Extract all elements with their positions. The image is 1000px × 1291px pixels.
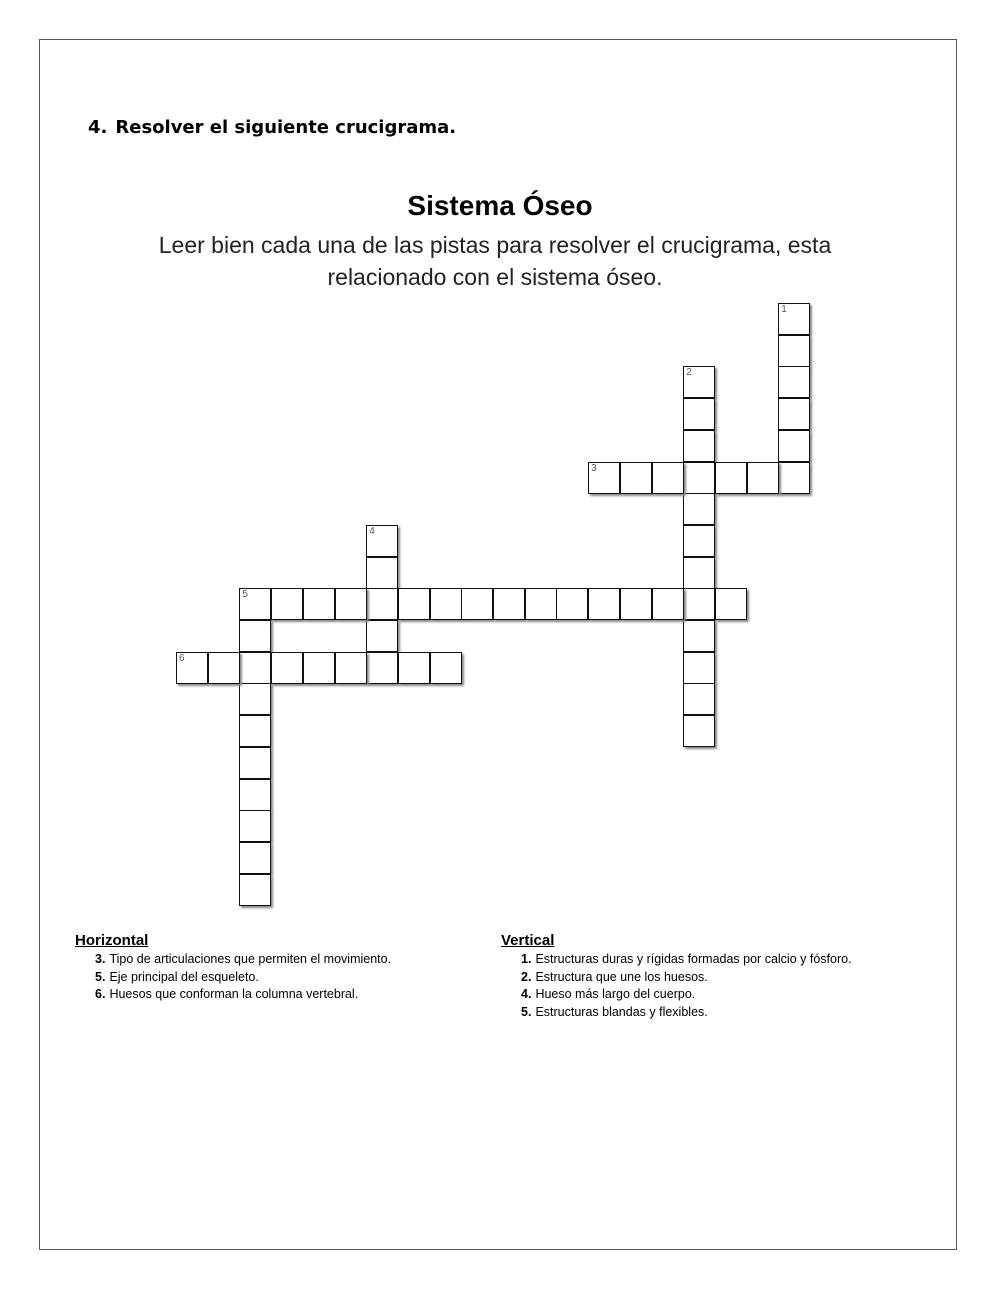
crossword-cell[interactable]	[239, 842, 271, 874]
crossword-cell[interactable]	[778, 462, 810, 494]
crossword-cell[interactable]	[588, 462, 620, 494]
crossword-cell[interactable]	[271, 652, 303, 684]
crossword-cell[interactable]	[239, 747, 271, 779]
clue-number: 2	[686, 367, 692, 379]
crossword-cell[interactable]	[271, 588, 303, 620]
clue-item: 1. Estructuras duras y rígidas formadas por calcio y fósforo.	[521, 952, 852, 966]
crossword-cell[interactable]	[366, 588, 398, 620]
crossword-cell[interactable]	[239, 779, 271, 811]
crossword-cell[interactable]	[683, 588, 715, 620]
crossword-cell[interactable]	[778, 430, 810, 462]
clue-number: 5	[242, 589, 248, 601]
crossword-cell[interactable]	[778, 366, 810, 398]
clue-item: 2. Estructura que une los huesos.	[521, 969, 708, 984]
crossword-cell[interactable]	[683, 430, 715, 462]
question-number: 4.	[88, 117, 108, 138]
crossword-cell[interactable]	[176, 652, 208, 684]
crossword-cell[interactable]	[778, 303, 810, 335]
clue-number: 6	[179, 652, 185, 664]
vertical-clues-heading: Vertical	[501, 932, 555, 949]
crossword-cell[interactable]	[620, 462, 652, 494]
vertical-clues-list	[521, 951, 891, 1021]
crossword-cell[interactable]	[715, 588, 747, 620]
crossword-cell[interactable]	[239, 620, 271, 652]
crossword-cell[interactable]	[239, 874, 271, 906]
crossword-cell[interactable]	[335, 588, 367, 620]
crossword-cell[interactable]	[398, 652, 430, 684]
clue-item: 6. Huesos que conforman la columna vertebral.	[95, 987, 359, 1001]
crossword-cell[interactable]	[366, 620, 398, 652]
crossword-cell[interactable]	[715, 462, 747, 494]
crossword-cell[interactable]	[303, 588, 335, 620]
clue-item: 3. Tipo de articulaciones que permiten el movimiento.	[95, 952, 392, 966]
crossword-cell[interactable]	[683, 683, 715, 715]
crossword-cell[interactable]	[778, 398, 810, 430]
crossword-cell[interactable]	[239, 810, 271, 842]
crossword-cell[interactable]	[652, 588, 684, 620]
horizontal-clues-list	[95, 951, 391, 1004]
crossword-cell[interactable]	[525, 588, 557, 620]
clue-item: 5. Estructuras blandas y flexibles.	[521, 1004, 708, 1019]
crossword-cell[interactable]	[683, 525, 715, 557]
crossword-cell[interactable]	[239, 652, 271, 684]
crossword-cell[interactable]	[683, 366, 715, 398]
clue-number: 1	[781, 304, 787, 315]
crossword-cell[interactable]	[430, 588, 462, 620]
crossword-cell[interactable]	[556, 588, 588, 620]
crossword-cell[interactable]	[303, 652, 335, 684]
clue-item: 5. Eje principal del esqueleto.	[95, 969, 259, 984]
crossword-cell[interactable]	[747, 462, 779, 494]
crossword-cell[interactable]	[620, 588, 652, 620]
crossword-cell[interactable]	[461, 588, 493, 620]
crossword-cell[interactable]	[366, 652, 398, 684]
crossword-cell[interactable]	[366, 557, 398, 589]
crossword-cell[interactable]	[778, 335, 810, 367]
crossword-cell[interactable]	[588, 588, 620, 620]
crossword-cell[interactable]	[683, 398, 715, 430]
crossword-cell[interactable]	[683, 557, 715, 589]
question-text: Resolver el siguiente crucigrama.	[115, 117, 457, 138]
crossword-cell[interactable]	[208, 652, 240, 684]
crossword-cell[interactable]	[683, 462, 715, 494]
crossword-cell[interactable]	[652, 462, 684, 494]
horizontal-clues-heading: Horizontal	[75, 932, 149, 949]
crossword-cell[interactable]	[683, 652, 715, 684]
crossword-cell[interactable]	[493, 588, 525, 620]
crossword-cell[interactable]	[683, 620, 715, 652]
crossword-title: Sistema Óseo	[407, 190, 593, 221]
crossword-cell[interactable]	[683, 715, 715, 747]
clue-item: 4. Hueso más largo del cuerpo.	[521, 987, 696, 1001]
crossword-cell[interactable]	[430, 652, 462, 684]
crossword-cell[interactable]	[239, 588, 271, 620]
crossword-cell[interactable]	[239, 715, 271, 747]
crossword-cell[interactable]	[335, 652, 367, 684]
crossword-cell[interactable]	[239, 683, 271, 715]
clue-number: 3	[591, 462, 597, 474]
crossword-subtitle: Leer bien cada una de las pistas para resolver el crucigrama, esta relacionado con el sistema óseo.	[158, 232, 832, 290]
crossword-cell[interactable]	[398, 588, 430, 620]
clue-number: 4	[369, 525, 375, 537]
crossword-cell[interactable]	[366, 525, 398, 557]
crossword-cell[interactable]	[683, 493, 715, 525]
